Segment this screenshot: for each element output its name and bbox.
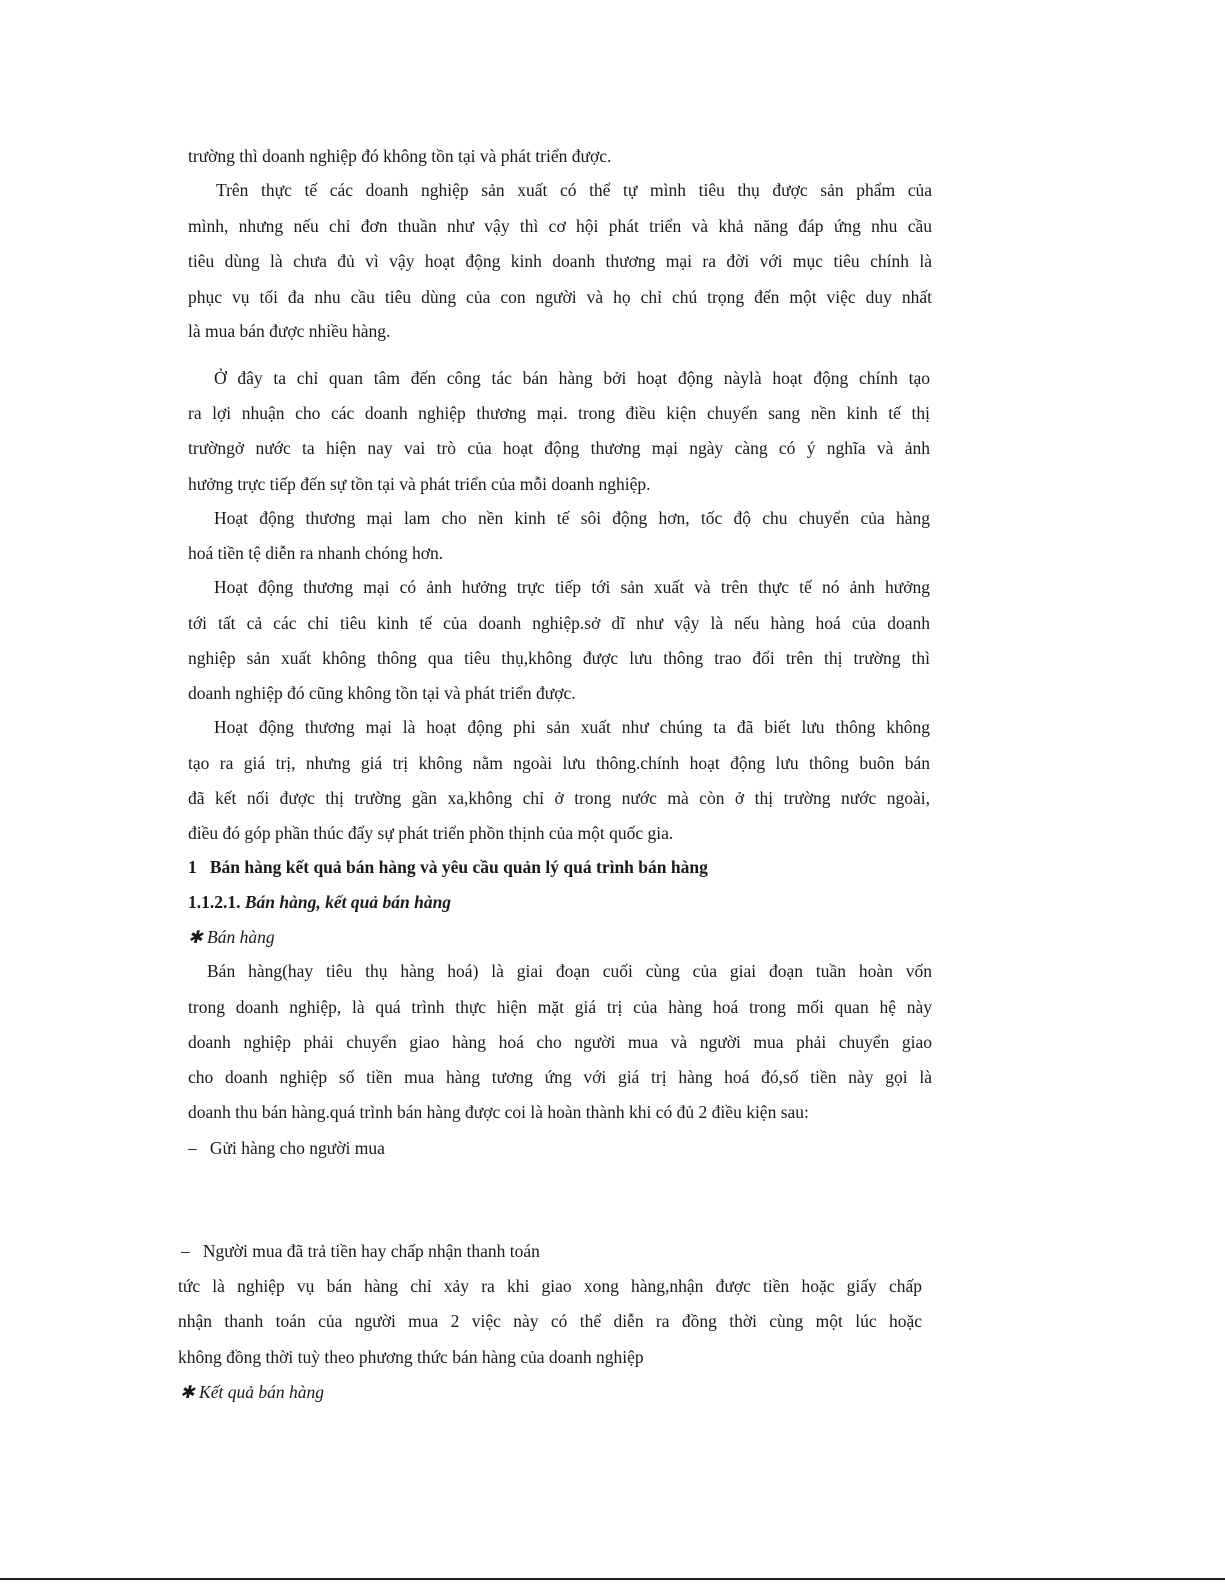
text-line: tạo ra giá trị, nhưng giá trị không nằm ngoài lưu thông.chính hoạt động lưu thông buôn bán	[188, 753, 930, 773]
text-line: phục vụ tối đa nhu cầu tiêu dùng của con người và họ chỉ chú trọng đến một việc duy nhất	[188, 287, 932, 307]
subsection-title: Bán hàng, kết quả bán hàng	[244, 892, 452, 912]
page-bottom-border	[0, 1578, 1225, 1580]
subsection-heading	[188, 891, 451, 913]
subsection-number: 1.1.2.1.	[188, 892, 241, 912]
text-line: Trên thực tế các doanh nghiệp sản xuất có thể tự mình tiêu thụ được sản phẩm của	[216, 180, 932, 200]
text-line: trong doanh nghiệp, là quá trình thực hiện mặt giá trị của hàng hoá trong mối quan hệ này	[188, 997, 932, 1017]
text-line: trườngở nước ta hiện nay vai trò của hoạt động thương mại ngày càng có ý nghĩa và ảnh	[188, 438, 930, 458]
text-line: điều đó góp phần thúc đẩy sự phát triển phồn thịnh của một quốc gia.	[188, 823, 674, 843]
text-line: Hoạt động thương mại lam cho nền kinh tế sôi động hơn, tốc độ chu chuyển của hàng	[214, 508, 930, 528]
text-line: nhận thanh toán của người mua 2 việc này có thể diễn ra đồng thời cùng một lúc hoặc	[178, 1311, 922, 1331]
text-line: hưởng trực tiếp đến sự tồn tại và phát triển của mỗi doanh nghiệp.	[188, 474, 651, 494]
text-line: Ở đây ta chỉ quan tâm đến công tác bán hàng bởi hoạt động nàylà hoạt động chính tạo	[214, 368, 930, 388]
text-line: là mua bán được nhiều hàng.	[188, 321, 391, 341]
text-line: tiêu dùng là chưa đủ vì vậy hoạt động kinh doanh thương mại ra đời với mục tiêu chính là	[188, 251, 932, 271]
bullet-heading: ✱ Bán hàng	[188, 927, 275, 947]
text-line: ra lợi nhuận cho các doanh nghiệp thương mại. trong điều kiện chuyển sang nền kinh tế thị	[188, 403, 930, 423]
text-line: tức là nghiệp vụ bán hàng chỉ xảy ra khi giao xong hàng,nhận được tiền hoặc giấy chấp	[178, 1276, 922, 1296]
text-line: mình, nhưng nếu chỉ đơn thuần như vậy thì cơ hội phát triển và khả năng đáp ứng nhu cầu	[188, 216, 932, 236]
text-line: cho doanh nghiệp số tiền mua hàng tương ứng với giá trị hàng hoá đó,số tiền này gọi là	[188, 1067, 932, 1087]
text-line: Hoạt động thương mại có ảnh hưởng trực tiếp tới sản xuất và trên thực tế nó ảnh hưởng	[214, 577, 930, 597]
text-line: trường thì doanh nghiệp đó không tồn tại và phát triển được.	[188, 146, 612, 166]
bullet-heading: ✱ Kết quả bán hàng	[180, 1382, 324, 1402]
text-line: Hoạt động thương mại là hoạt động phi sản xuất như chúng ta đã biết lưu thông không	[214, 717, 930, 737]
text-line: nghiệp sản xuất không thông qua tiêu thụ,không được lưu thông trao đổi trên thị trường thì	[188, 648, 930, 668]
text-line: tới tất cả các chỉ tiêu kinh tế của doanh nghiệp.sở dĩ như vậy là nếu hàng hoá của doanh	[188, 613, 930, 633]
dash-item: – Người mua đã trả tiền hay chấp nhận thanh toán	[181, 1241, 540, 1261]
text-line: Bán hàng(hay tiêu thụ hàng hoá) là giai đoạn cuối cùng của giai đoạn tuần hoàn vốn	[207, 961, 932, 981]
text-line: doanh nghiệp đó cũng không tồn tại và phát triển được.	[188, 683, 576, 703]
text-line: không đồng thời tuỳ theo phương thức bán hàng của doanh nghiệp	[178, 1347, 644, 1367]
dash-item: – Gửi hàng cho người mua	[188, 1138, 385, 1158]
text-line: hoá tiền tệ diễn ra nhanh chóng hơn.	[188, 543, 444, 563]
section-heading: 1 Bán hàng kết quả bán hàng và yêu cầu quản lý quá trình bán hàng	[188, 857, 708, 877]
text-line: doanh nghiệp phải chuyển giao hàng hoá cho người mua và người mua phải chuyển giao	[188, 1032, 932, 1052]
text-line: doanh thu bán hàng.quá trình bán hàng được coi là hoàn thành khi có đủ 2 điều kiện sau:	[188, 1102, 809, 1122]
text-line: đã kết nối được thị trường gần xa,không chỉ ở trong nước mà còn ở thị trường nước ngoài,	[188, 788, 930, 808]
